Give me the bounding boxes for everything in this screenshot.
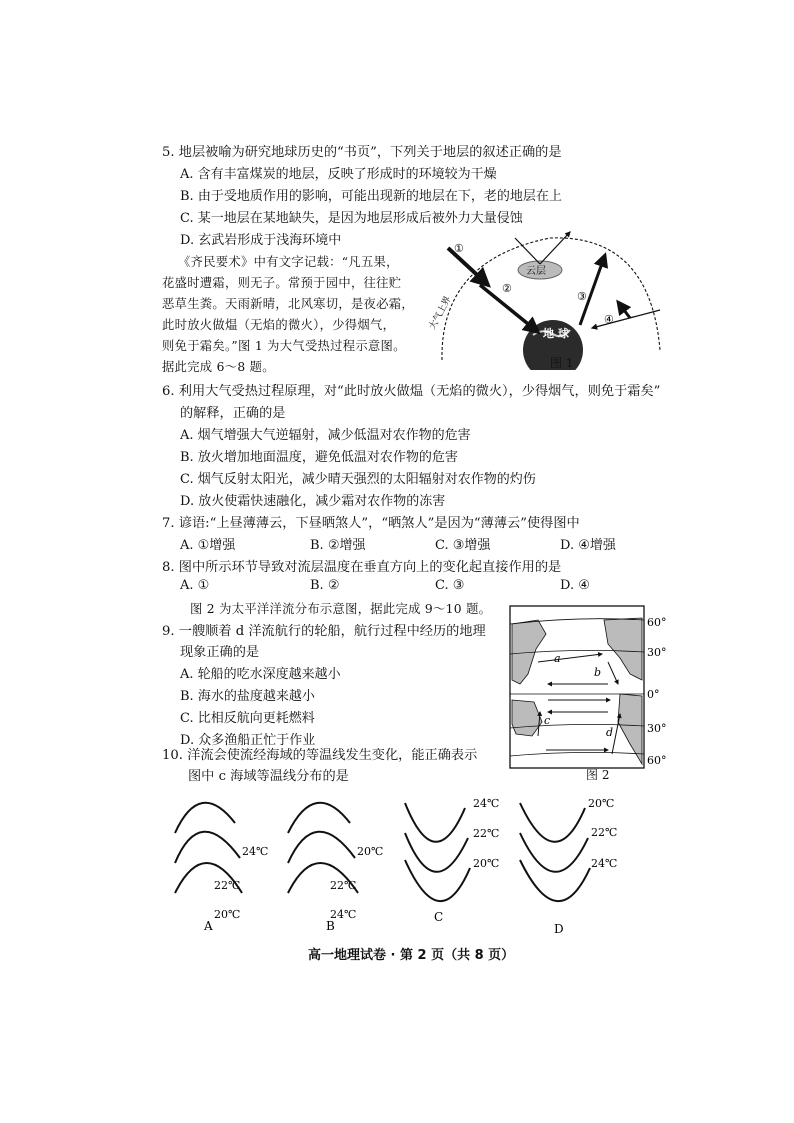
q8-option-b: B. ② (310, 578, 340, 593)
q9-stem-2: 现象正确的是 (180, 645, 260, 660)
q8-option-d: D. ④ (560, 578, 590, 593)
q9-option-c: C. 比相反航向更耗燃料 (180, 711, 315, 726)
isotherm-a-label-3: 20℃ (214, 908, 241, 921)
q6-option-b: B. 放火增加地面温度，避免低温对农作物的危害 (180, 450, 458, 465)
q6-option-d: D. 放火使霜快速融化，减少霜对农作物的冻害 (180, 494, 446, 509)
isotherm-a-label-2: 22℃ (214, 879, 241, 892)
q9-option-b: B. 海水的盐度越来越小 (180, 689, 315, 704)
cloud-label: 云层 (526, 266, 546, 277)
q10-stem-1: 10. 洋流会使流经海域的等温线发生变化，能正确表示 (162, 748, 478, 763)
isotherm-option-d (520, 797, 617, 936)
current-a-label: a (554, 652, 561, 665)
q5-stem: 5. 地层被喻为研究地球历史的“书页”，下列关于地层的叙述正确的是 (162, 145, 562, 160)
figure-2-caption: 图 2 (586, 768, 610, 782)
q9-option-a: A. 轮船的吃水深度越来越小 (180, 667, 341, 682)
q6-stem-2: 的解释，正确的是 (180, 406, 286, 421)
lat-60n: 60° (647, 616, 667, 629)
q7-option-c: C. ③增强 (435, 538, 491, 553)
q7-stem: 7. 谚语:“上昼薄薄云，下昼晒煞人”，“晒煞人”是因为“薄薄云”使得图中 (162, 516, 580, 531)
q5-option-b: B. 由于受地质作用的影响，可能出现新的地层在下，老的地层在上 (180, 189, 562, 204)
isotherm-a-letter: A (204, 919, 213, 933)
isotherm-c-letter: C (434, 910, 444, 924)
lat-30s: 30° (647, 722, 667, 735)
atmosphere-top-label: 大气上界 (427, 294, 454, 332)
isotherm-option-b (288, 803, 383, 933)
isotherm-option-c (405, 797, 499, 924)
q8-stem: 8. 图中所示环节导致对流层温度在垂直方向上的变化起直接作用的是 (162, 560, 562, 575)
current-b-label: b (594, 666, 602, 679)
q6-option-c: C. 烟气反射太阳光，减少晴天强烈的太阳辐射对农作物的灼伤 (180, 472, 536, 487)
isotherm-c-label-1: 24℃ (473, 797, 500, 810)
isotherm-d-label-3: 24℃ (591, 857, 618, 870)
page-footer: 高一地理试卷 · 第 2 页（共 8 页） (308, 948, 515, 963)
q5-option-d: D. 玄武岩形成于浅海环境中 (180, 233, 342, 248)
isotherm-a-label-1: 24℃ (242, 845, 269, 858)
label-4: ④ (604, 313, 614, 326)
figure-1-caption: 图 1 (550, 356, 574, 370)
q7-option-d: D. ④增强 (560, 538, 616, 553)
isotherm-b-label-3: 24℃ (330, 908, 357, 921)
q10-stem-2: 图中 c 海域等温线分布的是 (188, 769, 349, 784)
earth-label: 地 球 (543, 327, 569, 340)
q9-option-d: D. 众多渔船正忙于作业 (180, 733, 316, 748)
q9-stem-1: 9. 一艘顺着 d 洋流航行的轮船，航行过程中经历的地理 (162, 624, 486, 639)
isotherm-b-label-1: 20℃ (357, 845, 384, 858)
isotherm-d-letter: D (554, 922, 564, 936)
figure-2-pacific-currents (508, 604, 678, 774)
isotherm-options (160, 788, 640, 938)
current-c-label: c (544, 714, 551, 727)
isotherm-b-letter: B (326, 919, 335, 933)
q8-option-a: A. ① (180, 578, 210, 593)
passage-line-1: 《齐民要术》中有文字记载：“凡五果， (178, 255, 399, 269)
q6-stem-1: 6. 利用大气受热过程原理，对“此时放火做煴（无焰的微火），少得烟气，则免于霜矣” (162, 384, 661, 399)
q5-option-a: A. 含有丰富煤炭的地层，反映了形成时的环境较为干燥 (180, 167, 497, 182)
q8-option-c: C. ③ (435, 578, 465, 593)
figure-1-atmosphere-heating (420, 230, 670, 370)
label-2: ② (502, 282, 512, 295)
isotherm-d-label-1: 20℃ (588, 797, 615, 810)
q7-option-a: A. ①增强 (180, 538, 236, 553)
passage-line-6: 据此完成 6～8 题。 (162, 360, 275, 374)
label-3: ③ (577, 290, 587, 303)
lat-equator: 0° (647, 688, 660, 701)
passage-line-5: 则免于霜矣。”图 1 为大气受热过程示意图。 (162, 339, 406, 353)
passage-line-2: 花盛时遭霜，则无子。常预于园中，往往贮 (162, 276, 402, 290)
q7-option-b: B. ②增强 (310, 538, 366, 553)
label-1: ① (454, 242, 464, 255)
passage-2: 图 2 为太平洋洋流分布示意图，据此完成 9～10 题。 (190, 602, 492, 616)
isotherm-c-label-2: 22℃ (473, 827, 500, 840)
passage-line-4: 此时放火做煴（无焰的微火），少得烟气， (162, 318, 396, 332)
isotherm-d-label-2: 22℃ (591, 826, 618, 839)
isotherm-c-label-3: 20℃ (473, 857, 500, 870)
q6-option-a: A. 烟气增强大气逆辐射，减少低温对农作物的危害 (180, 428, 471, 443)
isotherm-b-label-2: 22℃ (330, 879, 357, 892)
isotherm-option-a (175, 803, 268, 933)
lat-30n: 30° (647, 646, 667, 659)
passage-line-3: 恶草生粪。天雨新晴，北风寒切，是夜必霜， (162, 297, 414, 311)
q5-option-c: C. 某一地层在某地缺失，是因为地层形成后被外力大量侵蚀 (180, 211, 523, 226)
lat-60s: 60° (647, 754, 667, 767)
current-d-label: d (606, 726, 614, 739)
